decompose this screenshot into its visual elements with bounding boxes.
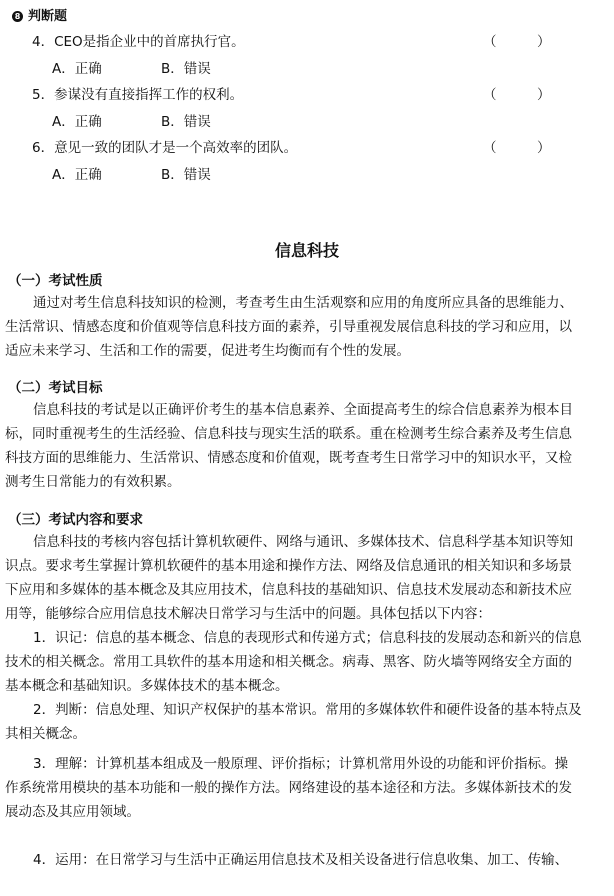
option-b: B．错误	[161, 167, 211, 183]
option-a: A．正确	[52, 114, 102, 130]
paragraph-line: 信息科技的考核内容包括计算机软硬件、网络与通讯、多媒体技术、信息科学基本知识等知	[33, 534, 573, 550]
paragraph-line: 科技方面的思维能力、生活常识、情感态度和价值观，既考查考生日常学习中的知识水平，又检	[5, 450, 572, 466]
paragraph-line: 生活常识、情感态度和价值观等信息科技方面的素养，引导重视发展信息科技的学习和应用，以	[5, 319, 572, 335]
section-header-label: 判断题	[28, 9, 68, 24]
paragraph-line: 标，同时重视考生的生活经验、信息科技与现实生活的联系。重在检测考生综合素养及考生信息	[5, 426, 572, 442]
section-heading: （二）考试目标	[8, 380, 103, 396]
paragraph-line: 下应用和多媒体的基本概念及其应用技术，信息科技的基础知识、信息技术发展动态和新技术应	[5, 582, 572, 598]
section-number-badge: 8	[12, 11, 23, 22]
paragraph-line: 信息科技的考试是以正确评价考生的基本信息素养、全面提高考生的综合信息素养为根本目	[33, 402, 573, 418]
paragraph-line: 2．判断：信息处理、知识产权保护的基本常识。常用的多媒体软件和硬件设备的基本特点及	[33, 702, 582, 718]
paragraph-line: 用等，能够综合应用信息技术解决日常学习与生活中的问题。具体包括以下内容：	[5, 606, 491, 622]
section-heading: （一）考试性质	[8, 273, 103, 289]
paragraph-line: 1．识记：信息的基本概念、信息的表现形式和传递方式；信息科技的发展动态和新兴的信息	[33, 630, 582, 646]
question-prompt: 4．CEO是指企业中的首席执行官。	[32, 34, 245, 50]
answer-parentheses: （ ）	[483, 140, 551, 156]
question-prompt: 5．参谋没有直接指挥工作的权利。	[32, 87, 244, 103]
section-heading: （三）考试内容和要求	[8, 512, 143, 528]
paragraph-line: 适应未来学习、生活和工作的需要，促进考生均衡而有个性的发展。	[5, 343, 410, 359]
option-a: A．正确	[52, 167, 102, 183]
paragraph-line: 识点。要求考生掌握计算机软硬件的基本用途和操作方法、网络及信息通讯的相关知识和多场景	[5, 558, 572, 574]
paragraph-line: 基本概念和基础知识。多媒体技术的基本概念。	[5, 678, 289, 694]
paragraph-line: 4．运用：在日常学习与生活中正确运用信息技术及相关设备进行信息收集、加工、传输、	[33, 852, 569, 868]
paragraph-line: 3．理解：计算机基本组成及一般原理、评价指标；计算机常用外设的功能和评价指标。操	[33, 756, 569, 772]
paragraph-line: 作系统常用模块的基本功能和一般的操作方法。网络建设的基本途径和方法。多媒体新技术的发	[5, 780, 572, 796]
page-title: 信息科技	[274, 241, 339, 260]
paragraph-line: 技术的相关概念。常用工具软件的基本用途和相关概念。病毒、黑客、防火墙等网络安全方面的	[5, 654, 572, 670]
paragraph-line: 展动态及其应用领域。	[5, 804, 140, 820]
option-b: B．错误	[161, 61, 211, 77]
answer-parentheses: （ ）	[483, 87, 551, 103]
paragraph-line: 通过对考生信息科技知识的检测，考查考生由生活观察和应用的角度所应具备的思维能力、	[33, 295, 573, 311]
paragraph-line: 测考生日常能力的有效积累。	[5, 474, 181, 490]
option-b: B．错误	[161, 114, 211, 130]
question-prompt: 6．意见一致的团队才是一个高效率的团队。	[32, 140, 298, 156]
option-a: A．正确	[52, 61, 102, 77]
paragraph-line: 其相关概念。	[5, 726, 86, 742]
section-header	[12, 5, 67, 24]
answer-parentheses: （ ）	[483, 34, 551, 50]
